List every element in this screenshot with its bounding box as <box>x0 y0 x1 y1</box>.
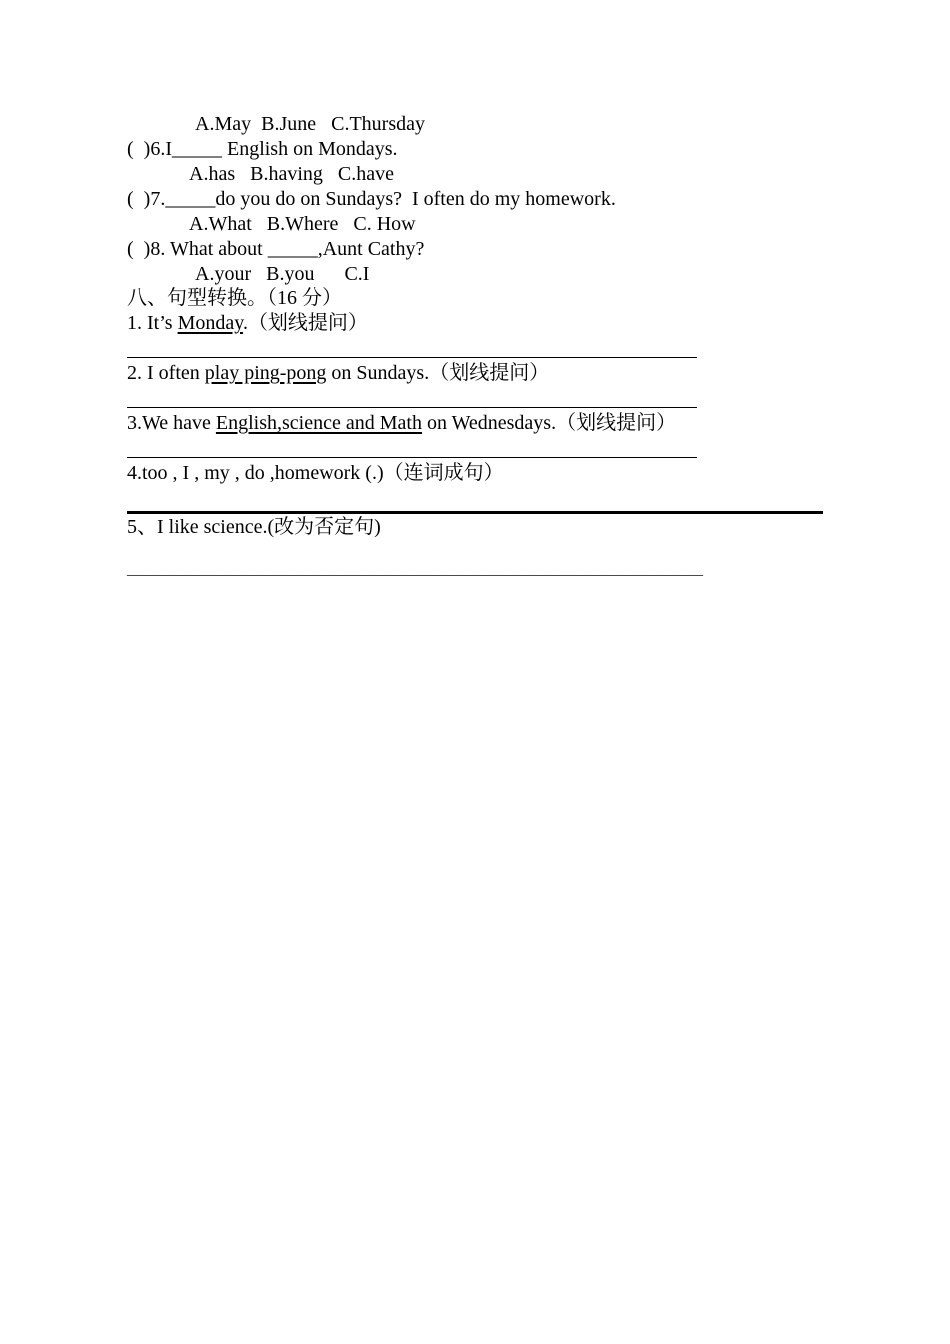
q5-options: A.May B.June C.Thursday <box>195 113 425 135</box>
item-2-underlined: play ping-pong <box>204 362 327 384</box>
q7-options: A.What B.Where C. How <box>189 213 416 235</box>
q8-options: A.your B.you C.I <box>195 263 370 285</box>
q8-stem: ( )8. What about _____,Aunt Cathy? <box>127 238 425 260</box>
item-2-prefix: 2. I often <box>127 362 205 384</box>
answer-line-1 <box>127 357 697 358</box>
transform-item-4: 4.too , I , my , do ,homework (.)（连词成句） <box>127 462 504 484</box>
item-3-suffix: on Wednesdays.（划线提问） <box>421 412 677 434</box>
q6-options: A.has B.having C.have <box>189 163 394 185</box>
transform-item-2 <box>127 361 549 386</box>
item-1-prefix: 1. It’s <box>127 312 178 334</box>
section-heading: 八、句型转换。（16 分） <box>127 287 342 309</box>
item-3-underlined: English,science and Math <box>215 412 422 434</box>
answer-line-5: ———————————————————————————————— <box>127 564 703 584</box>
answer-line-3 <box>127 457 697 458</box>
transform-item-1 <box>127 311 368 336</box>
item-3-prefix: 3.We have <box>127 412 216 434</box>
q6-stem: ( )6.I_____ English on Mondays. <box>127 138 398 160</box>
transform-item-3 <box>127 411 676 436</box>
item-2-suffix: on Sundays.（划线提问） <box>326 362 550 384</box>
answer-line-4 <box>127 511 823 514</box>
answer-line-2 <box>127 407 697 408</box>
item-1-suffix: .（划线提问） <box>242 312 368 334</box>
transform-item-5: 5、I like science.(改为否定句) <box>127 516 381 538</box>
q7-stem: ( )7._____do you do on Sundays? I often do my homework. <box>127 188 616 210</box>
item-1-underlined: Monday <box>177 312 243 334</box>
